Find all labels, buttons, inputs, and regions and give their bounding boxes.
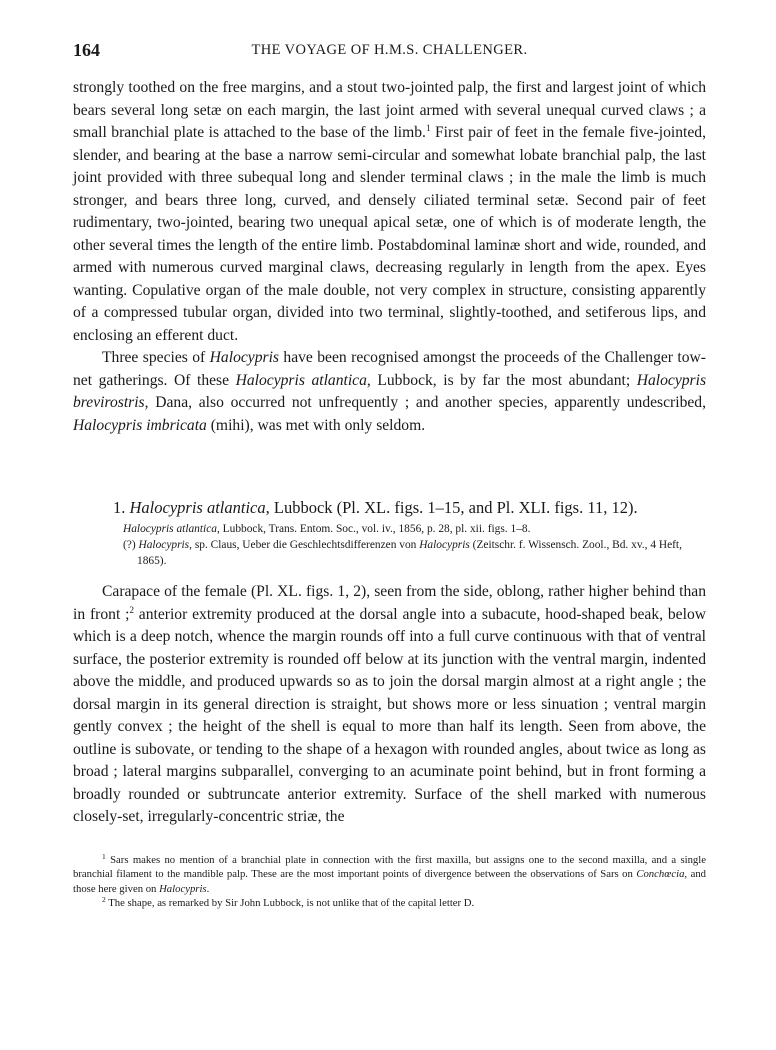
footnotes [73, 853, 706, 911]
body-text-top [73, 77, 706, 437]
paragraph-carapace: Carapace of the female (Pl. XL. figs. 1, 2), seen from the side, oblong, rather higher behind than in front ;$^2$ anterior extremity produced at the dorsal angle into a subacute, hood-shaped beak, below which is a deep notch, whence the margin rounds off into a full curve continuous with that of ventral surface, the posterior extremity is rounded off below at its junction with the ventral margin, indented above the middle, and produced upwards so as to join the dorsal margin almost at a right angle ; the dorsal margin in its general direction is straight, but shows more or less sinuation ; ventral margin gently convex ; the height of the shell is equal to more than half its length. Seen from above, the outline is subovate, or tending to the shape of a hexagon with rounded angles, about twice as long as broad ; lateral margins subparallel, converging to an acuminate point behind, but in front forming a broadly rounded or subtruncate anterior extremity. Surface of the shell marked with numerous closely-set, irregularly-concentric striæ, the [73, 583, 706, 825]
synonymy-references [123, 521, 708, 569]
footnote-2: $^2$ The shape, as remarked by Sir John Lubbock, is not unlike that of the capital letter D. [102, 895, 475, 910]
body-text-carapace [73, 581, 706, 829]
footnote-ref-1: 1 [425, 123, 431, 133]
synonymy-ref-1: Halocypris atlantica, Lubbock, Trans. Entom. Soc., vol. iv., 1856, p. 28, pl. xii. figs. 1–8. [123, 523, 531, 535]
page-number: 164 [73, 40, 100, 60]
paragraph-continuation: strongly toothed on the free margins, and a stout two-jointed palp, the first and largest joint of which bears several long setæ on each margin, the last joint armed with several unequal curved claws ; a small branchial plate is attached to the base of the limb.$^1$ First pair of feet in the female five-jointed, slender, and bearing at the base a narrow semi-circular and somewhat lobate branchial palp, the last joint provided with three subequal long and slender terminal claws ; in the male the limb is much stronger, and bears three long, curved, and densely ciliated terminal setæ. Second pair of feet rudimentary, two-jointed, bearing two unequal apical setæ, one of which is of moderate length, the other several times the length of the entire limb. Postabdominal laminæ short and wide, rounded, and armed with numerous curved marginal claws, decreasing regularly in length from the apex. Eyes wanting. Copulative organ of the male double, not very complex in structure, consisting apparently of a compressed tubular organ, divided into two terminal, slightly-toothed, and setiferous lips, and enclosing an efferent duct. [73, 79, 706, 344]
page-header [73, 40, 706, 64]
running-title: THE VOYAGE OF H.M.S. CHALLENGER. [251, 42, 528, 58]
footnote-ref-2: 2 [129, 604, 134, 615]
footnote-1: $^1$ Sars makes no mention of a branchial plate in connection with the first maxilla, but assigns one to the second maxilla, and a single branchial filament to the mandible palp. These are the most important points of divergence between the observations of Sars on Conchœcia, and those here given on Halocypris. [73, 852, 707, 895]
species-heading: 1. Halocypris atlantica, Lubbock (Pl. XL. figs. 1–15, and Pl. XLI. figs. 11, 12). [113, 498, 638, 517]
synonymy-ref-2: (?) Halocypris, sp. Claus, Ueber die Geschlechtsdifferenzen von Halocypris (Zeitschr. f. Wissensch. Zool., Bd. xv., 4 Heft, 1865). [123, 539, 682, 567]
paragraph-species-intro: Three species of Halocypris have been recognised amongst the proceeds of the Challenger tow-net gatherings. Of these Halocypris atlantica, Lubbock, is by far the most abundant; Halocypris brevirostris, Dana, also occurred not unfrequently ; and another species, apparently undescribed, Halocypris imbricata (mihi), was met with only seldom. [73, 349, 707, 434]
